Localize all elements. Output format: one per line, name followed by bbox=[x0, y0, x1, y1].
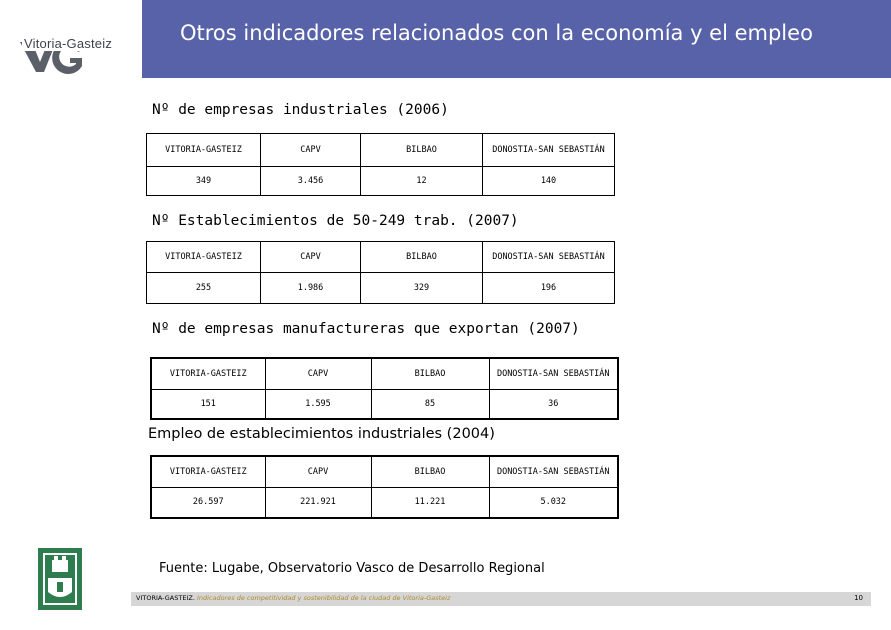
value-cell: 1.595 bbox=[265, 389, 371, 419]
table-row bbox=[151, 487, 618, 518]
page-title: Otros indicadores relacionados con la economía y el empleo bbox=[180, 21, 813, 45]
section-title-empleo: Empleo de establecimientos industriales (2004) bbox=[148, 426, 495, 442]
source-note: Fuente: Lugabe, Observatorio Vasco de Desarrollo Regional bbox=[159, 561, 545, 576]
footer-org: VITORIA-GASTEIZ. bbox=[136, 594, 195, 602]
header-cell: VITORIA-GASTEIZ bbox=[151, 456, 265, 487]
header-cell: DONOSTIA-SAN SEBASTIÁN bbox=[489, 456, 618, 487]
table-header-row bbox=[151, 358, 618, 389]
section-title-exportan: Nº de empresas manufactureras que exportan (2007) bbox=[152, 321, 580, 337]
header-cell: DONOSTIA-SAN SEBASTIÁN bbox=[483, 242, 615, 273]
header-cell: DONOSTIA-SAN SEBASTIÁN bbox=[483, 134, 615, 167]
value-cell: 5.032 bbox=[489, 487, 618, 518]
value-cell: 140 bbox=[483, 167, 615, 196]
section-title-empresas-industriales: Nº de empresas industriales (2006) bbox=[152, 102, 449, 118]
value-cell: 329 bbox=[361, 273, 483, 304]
value-cell: 36 bbox=[489, 389, 618, 419]
value-cell: 151 bbox=[151, 389, 265, 419]
logo bbox=[0, 0, 142, 78]
table-header-row bbox=[151, 456, 618, 487]
table-header-row bbox=[147, 134, 615, 167]
header-cell: VITORIA-GASTEIZ bbox=[151, 358, 265, 389]
table-header-row bbox=[147, 242, 615, 273]
city-crest-icon bbox=[38, 548, 82, 610]
value-cell: 85 bbox=[371, 389, 489, 419]
header-cell: CAPV bbox=[265, 456, 371, 487]
header-cell: VITORIA-GASTEIZ bbox=[147, 242, 261, 273]
value-cell: 196 bbox=[483, 273, 615, 304]
table-row bbox=[147, 273, 615, 304]
header-cell: DONOSTIA-SAN SEBASTIÁN bbox=[489, 358, 618, 389]
header-cell: CAPV bbox=[261, 242, 361, 273]
table-exportan bbox=[150, 357, 619, 420]
header-cell: CAPV bbox=[261, 134, 361, 167]
value-cell: 12 bbox=[361, 167, 483, 196]
table-empresas-industriales bbox=[146, 133, 615, 196]
value-cell: 3.456 bbox=[261, 167, 361, 196]
header-cell: BILBAO bbox=[371, 358, 489, 389]
table-row bbox=[151, 389, 618, 419]
logo-text: Vitoria-Gasteiz bbox=[24, 36, 113, 51]
header-cell: BILBAO bbox=[371, 456, 489, 487]
header-cell: CAPV bbox=[265, 358, 371, 389]
footer-subtitle: Indicadores de competitividad y sostenibilidad de la ciudad de Vitoria-Gasteiz bbox=[196, 594, 451, 602]
footer-bar bbox=[131, 592, 871, 606]
footer-text bbox=[136, 594, 450, 602]
table-row bbox=[147, 167, 615, 196]
header-cell: VITORIA-GASTEIZ bbox=[147, 134, 261, 167]
value-cell: 26.597 bbox=[151, 487, 265, 518]
value-cell: 221.921 bbox=[265, 487, 371, 518]
section-title-establecimientos: Nº Establecimientos de 50-249 trab. (2007) bbox=[152, 213, 519, 229]
header-cell: BILBAO bbox=[361, 134, 483, 167]
header-cell: BILBAO bbox=[361, 242, 483, 273]
value-cell: 11.221 bbox=[371, 487, 489, 518]
table-empleo bbox=[150, 455, 619, 519]
table-establecimientos bbox=[146, 241, 615, 304]
value-cell: 349 bbox=[147, 167, 261, 196]
value-cell: 255 bbox=[147, 273, 261, 304]
value-cell: 1.986 bbox=[261, 273, 361, 304]
page-number: 10 bbox=[854, 594, 863, 602]
